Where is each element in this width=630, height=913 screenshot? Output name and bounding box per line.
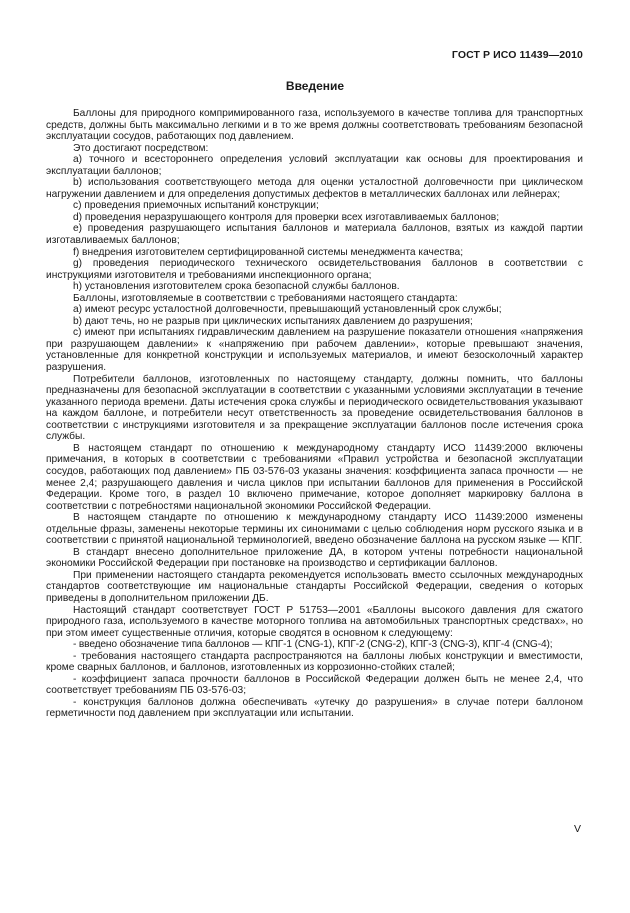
paragraph-means-lead: Это достигают посредством: (73, 142, 209, 154)
difference-item-1: - введено обозначение типа баллонов — КПГ-1 (CNG-1), КПГ-2 (CNG-2), КПГ-3 (CNG-3), КПГ-4 (CNG-4); (73, 639, 553, 651)
section-title: Введение (285, 79, 345, 93)
page-number: V (574, 823, 582, 835)
property-item-c: c) имеют при испытаниях гидравлическим давлением на разрушение показатели отношения «напряжения при разрушающем давлении» к «напряжению при рабочем давлении», которые превышают значения, установленные для конкретной конструкции и используемых материалов, и имеют безосколочный характер разрушения. (46, 327, 583, 374)
list-item-f: f) внедрения изготовителем сертифицированной системы менеджмента качества; (73, 246, 464, 258)
paragraph-phrases: В настоящем стандарте по отношению к международному стандарту ИСО 11439:2000 изменены отдельные фразы, заменены некоторые термины их синонимами с целью соблюдения норм русского языка и в соответствии с принятой национальной терминологией, введено обозначение баллона на русском языке — КПГ. (46, 512, 583, 547)
list-item-g: g) проведения периодического технического освидетельствования баллонов в соответствии с инструкциями изготовителя и требованиями инспекционного органа; (46, 258, 583, 281)
paragraph-gost-correspondence: Настоящий стандарт соответствует ГОСТ Р 51753—2001 «Баллоны высокого давления для сжатого природного газа, используемого в качестве моторного топлива на автомобильных транспортных средствах», но при этом имеет существенные отличия, которые сводятся в основном к следующему: (46, 604, 583, 639)
paragraph-cylinders-lead: Баллоны, изготовляемые в соответствии с требованиями настоящего стандарта: (73, 292, 458, 304)
list-item-h: h) установления изготовителем срока безопасной службы баллонов. (73, 281, 400, 293)
list-item-a: a) точного и всестороннего определения условий эксплуатации как основы для проектирования и эксплуатации баллонов; (46, 154, 583, 177)
property-item-b: b) дают течь, но не разрыв при циклических испытаниях давлением до разрушения; (73, 315, 473, 327)
list-item-e: e) проведения разрушающего испытания баллонов и материала баллонов, взятых из каждой партии изготавливаемых баллонов; (46, 223, 583, 247)
property-item-a: a) имеют ресурс усталостной долговечности, превышающий установленный срок службы; (73, 304, 502, 316)
standard-code-header: ГОСТ Р ИСО 11439—2010 (451, 49, 583, 61)
paragraph-consumers: Потребители баллонов, изготовленных по настоящему стандарту, должны помнить, что баллоны предназначены для безопасной эксплуатации в соответствии с указанными условиями эксплуатации в течение указанного периода времени. Даты истечения срока службы и периодического освидетельствования указывают на каждом баллоне, и потребители несут ответственность за проведение освидетельствования баллонов в соответствии с инструкциями изготовителя и за прекращение эксплуатации баллонов после истечения срока службы. (46, 373, 583, 443)
list-item-b: b) использования соответствующего метода для оценки усталостной долговечности при циклическом нагружении давлением и для определения допустимых дефектов в металлических баллонах или лейнерах; (46, 177, 583, 200)
paragraph-annex-da: В стандарт внесено дополнительное приложение ДА, в котором учтены потребности национальной экономики Российской Федерации при постановке на производство и сертификации баллонов. (46, 546, 583, 570)
paragraph-intro: Баллоны для природного компримированного газа, используемого в качестве топлива для транспортных средств, должны быть максимально легкими и в то же время должны соответствовать требованиям безопасной эксплуатации сосудов, работающих под давлением. (46, 108, 583, 143)
difference-item-3: - коэффициент запаса прочности баллонов в Российской Федерации должен быть не менее 2,4, что соответствует требованиям ПБ 03-576-03; (46, 673, 583, 697)
paragraph-notes: В настоящем стандарт по отношению к международному стандарту ИСО 11439:2000 включены примечания, в которых в соответствии с требованиями «Правил устройства и безопасной эксплуатации сосудов, работающих под давлением» ПБ 03-576-03 указаны значения: коэффициента запаса прочности — не менее 2,4; разрушающего давления и числа циклов при испытании баллонов для применения в Российской Федерации. Кроме того, в раздел 10 включено примечание, которое дополняет маркировку баллона в соответствии с потребностями национальной экономики Российской Федерации. (46, 442, 583, 512)
paragraph-annex-db: При применении настоящего стандарта рекомендуется использовать вместо ссылочных международных стандартов соответствующие им национальные стандарты Российской Федерации, сведения о которых приведены в дополнительном приложении ДБ. (46, 569, 583, 604)
list-item-c: c) проведения приемочных испытаний конструкции; (73, 200, 319, 212)
body-text (46, 108, 583, 720)
difference-item-4: - конструкция баллонов должна обеспечивать «утечку до разрушения» в случае потери баллоном герметичности под давлением при эксплуатации или испытании. (46, 696, 583, 720)
list-item-d: d) проведения неразрушающего контроля для проверки всех изготавливаемых баллонов; (73, 211, 500, 223)
difference-item-2: - требования настоящего стандарта распространяются на баллоны любых конструкции и вместимости, кроме сварных баллонов, и баллонов, изготовленных из коррозионно-стойких сталей; (46, 650, 583, 674)
